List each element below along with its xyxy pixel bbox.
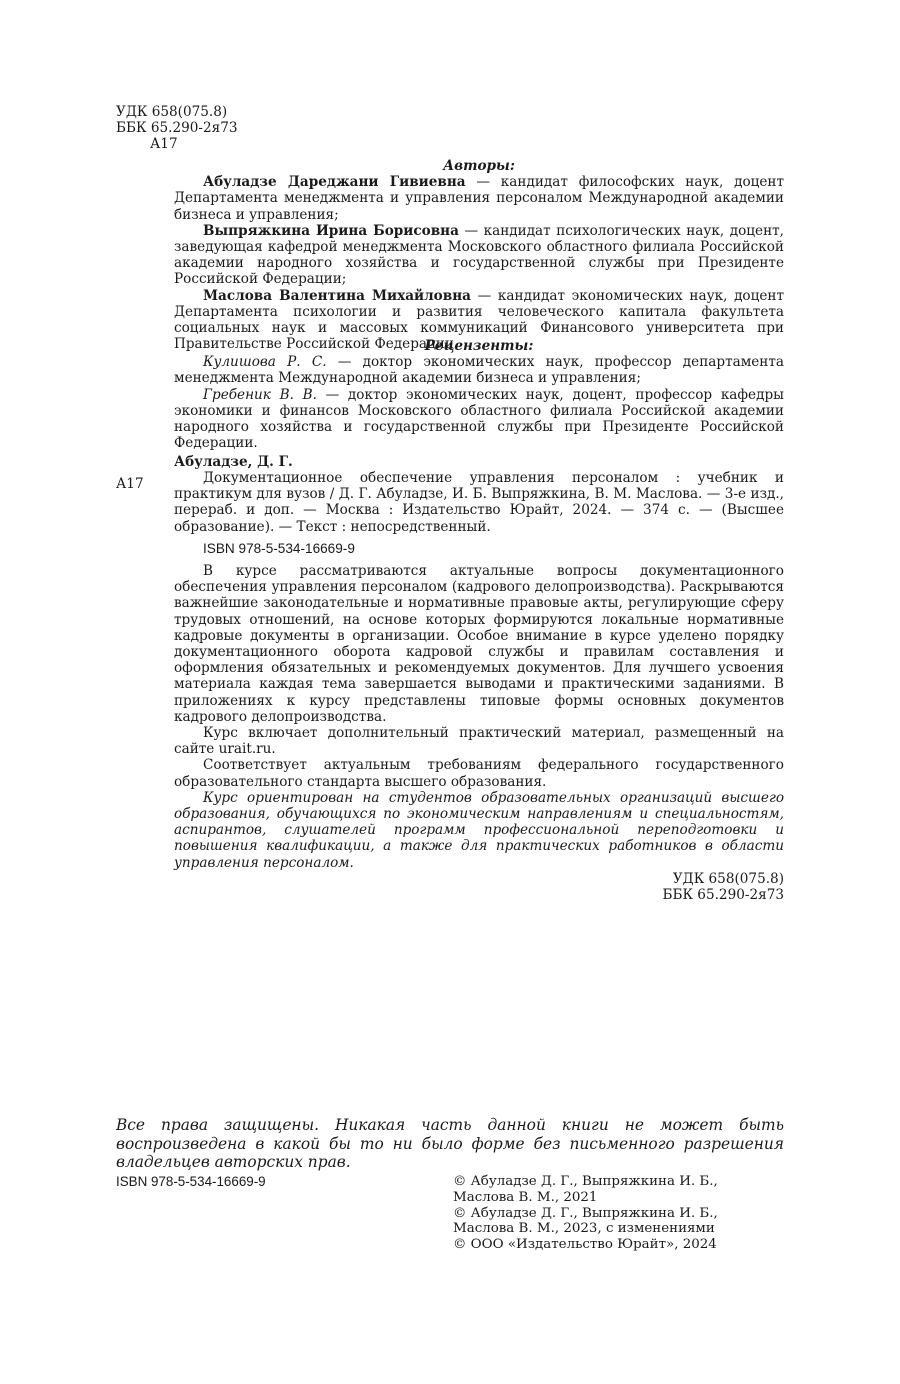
- bibliography-description: Документационное обеспечение управления персоналом : учебник и практикум для вузов / Д. Г. Абуладзе, И. Б. Выпряжкина, В. М. Маслова. — 3-е изд., перераб. и доп. — Москва : Издательство Юрайт, 2024. — 374 с. — (Высшее образование). — Текст : непосредственный.: [174, 470, 784, 535]
- abstract-paragraph: Курс включает дополнительный практический материал, размещенный на сайте urait.ru.: [174, 725, 784, 758]
- author-entry: [174, 174, 784, 223]
- reviewers-section: [174, 338, 784, 451]
- reviewer-name: Гребеник В. В.: [203, 386, 317, 403]
- reviewer-description: — доктор экономических наук, доцент, профессор кафедры экономики и финансов Московского областного филиала Российской академии народного хозяйства и государственной службы при Президенте Российской Федерации.: [174, 386, 784, 452]
- author-name: Маслова Валентина Михайловна: [203, 287, 471, 304]
- abstract-section: [174, 563, 784, 903]
- reviewer-entry: [174, 387, 784, 452]
- udk-code: УДК 658(075.8): [116, 104, 228, 120]
- authors-section: [174, 158, 784, 352]
- bibliography-section: [174, 470, 784, 557]
- copyright-line: © Абуладзе Д. Г., Выпряжкина И. Б., Маслова В. М., 2023, с изменениями: [453, 1205, 718, 1237]
- bibliography-isbn: ISBN 978-5-534-16669-9: [203, 540, 355, 556]
- abstract-paragraph: В курсе рассматриваются актуальные вопросы документационного обеспечения управления персоналом (кадрового делопроизводства). Раскрываются важнейшие законодательные и нормативные правовые акты, регулирующие сферу трудовых отношений, на основе которых формируются локальные нормативные кадровые документы в организации. Особое внимание в курсе уделено порядку документационного оборота кадровой службы и правилам составления и оформления обязательных и рекомендуемых документов. Для лучшего усвоения материала каждая тема завершается выводами и практическими заданиями. В приложениях к курсу представлены типовые формы основных документов кадрового делопроизводства.: [174, 563, 784, 725]
- author-description: — кандидат философских наук, доцент Департамента менеджмента и управления персоналом Международной академии бизнеса и управления;: [174, 174, 785, 223]
- abstract-paragraph: Соответствует актуальным требованиям федерального государственного образовательного стандарта высшего образования.: [174, 757, 784, 790]
- reviewer-name: Кулишова Р. С.: [203, 354, 327, 371]
- author-entry: [174, 223, 784, 288]
- author-mark: А17: [150, 136, 178, 153]
- rights-notice: Все права защищены. Никакая часть данной книги не может быть воспроизведена в какой бы то ни было форме без письменного разрешения владельцев авторских прав.: [116, 1116, 784, 1172]
- reviewer-description: — доктор экономических наук, профессор департамента менеджмента Международной академии бизнеса и управления;: [174, 354, 784, 387]
- copyright-block: [453, 1174, 753, 1253]
- authors-heading: Авторы:: [443, 158, 515, 174]
- footer-isbn: ISBN 978-5-534-16669-9: [116, 1174, 266, 1189]
- copyright-line: © Абуладзе Д. Г., Выпряжкина И. Б., Маслова В. М., 2021: [453, 1174, 718, 1205]
- bbk-code: ББК 65.290-2я73: [116, 120, 238, 137]
- bibliography-author-heading: Абуладзе, Д. Г.: [174, 454, 293, 470]
- abstract-udk: УДК 658(075.8): [672, 870, 784, 887]
- bibliography-margin-mark: А17: [116, 476, 144, 492]
- abstract-audience: Курс ориентирован на студентов образовательных организаций высшего образования, обучающихся по экономическим направлениям и специальностям, аспирантов, слушателей программ профессиональной переподготовки и повышения квалификации, а также для практических работников в области управления персоналом.: [174, 789, 784, 871]
- reviewer-entry: [174, 354, 784, 386]
- classification-block: [116, 104, 316, 153]
- author-name: Абуладзе Дареджани Гивиевна: [203, 174, 466, 191]
- author-description: — кандидат психологических наук, доцент, заведующая кафедрой менеджмента Московского областного филиала Российской академии народного хозяйства и государственной службы при Президенте Российской Федерации;: [174, 222, 784, 288]
- copyright-line: © ООО «Издательство Юрайт», 2024: [453, 1237, 717, 1253]
- author-description: — кандидат экономических наук, доцент Департамента психологии и развития человеческого капитала факультета социальных наук и массовых коммуникаций Финансового университета при Правительстве Российской Федерации.: [174, 287, 784, 353]
- reviewers-heading: Рецензенты:: [424, 338, 534, 354]
- author-name: Выпряжкина Ирина Борисовна: [203, 222, 459, 239]
- abstract-bbk: ББК 65.290-2я73: [662, 887, 784, 904]
